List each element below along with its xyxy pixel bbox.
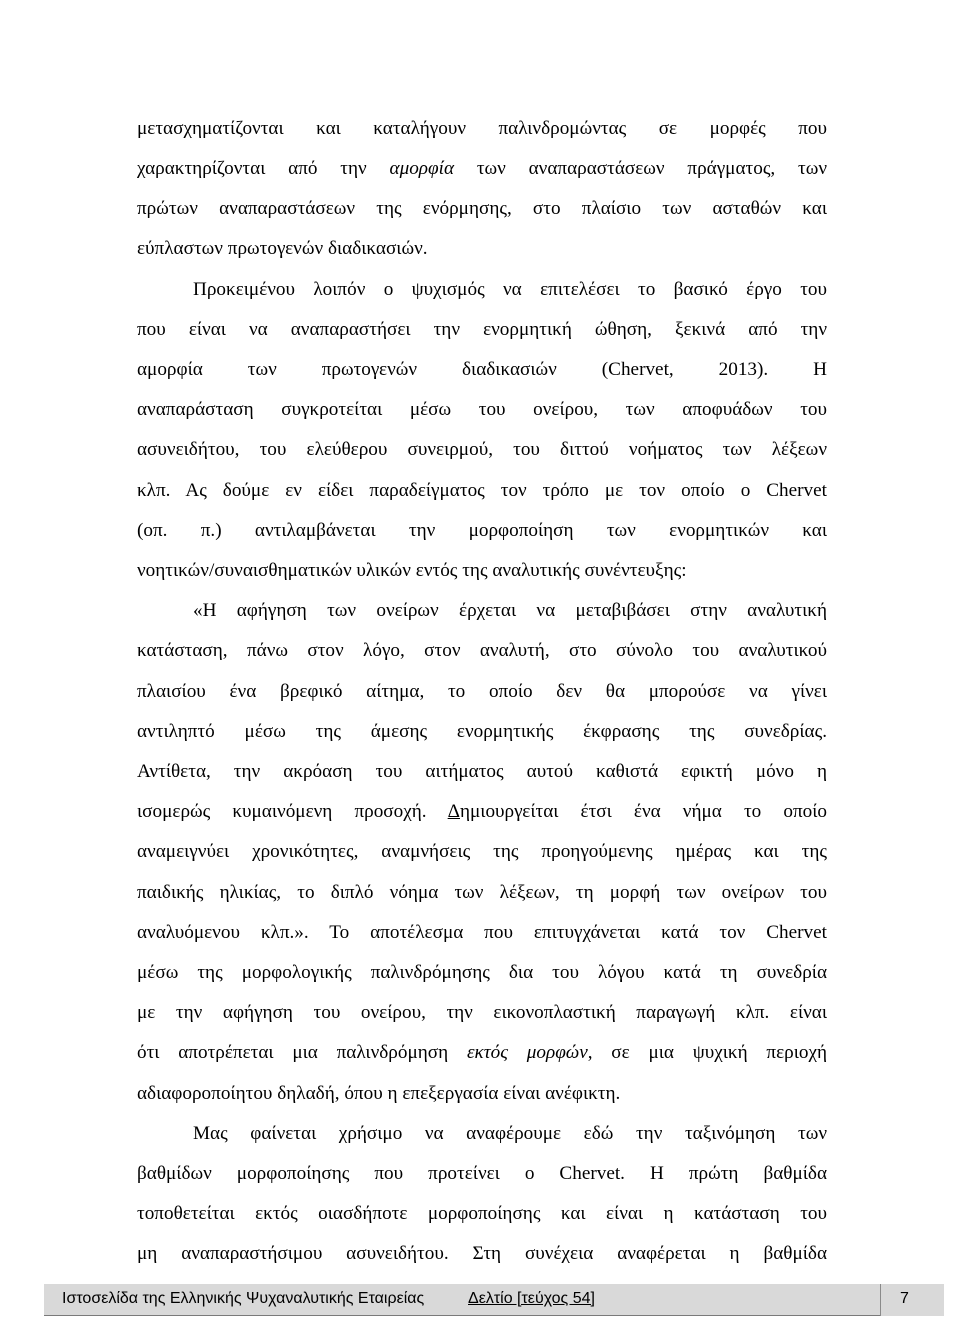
text-run: χαρακτηρίζονται από την — [137, 158, 367, 179]
italic-term: αμορφία — [389, 158, 455, 179]
text-line: νοητικών/συναισθηματικών υλικών εντός της αναλυτικής συνέντευξης: — [137, 560, 687, 581]
text-line: αδιαφοροποίητου δηλαδή, όπου η επεξεργασία είναι ανέφικτη. — [137, 1083, 621, 1104]
footer-issue: Δελτίο [τεύχος 54] — [468, 1290, 595, 1307]
text-line: που είναι να αναπαραστήσει την ενορμητική ώθηση, ξεκινά από την — [137, 319, 827, 340]
quote-line: παιδικής ηλικίας, το διπλό νόημα των λέξεων, τη μορφή των ονείρων του — [137, 882, 827, 903]
text-line: τοποθετείται εκτός οιασδήποτε μορφοποίησης και είναι η κατάσταση του — [137, 1203, 827, 1224]
quote-line: αναμειγνύει χρονικότητες, αναμνήσεις της προηγούμενης ημέρας και της — [137, 841, 827, 862]
text-line: μέσω της μορφολογικής παλινδρόμησης δια του λόγου κατά τη συνεδρία — [137, 962, 827, 983]
text-line: μη αναπαραστήσιμου ασυνειδήτου. Στη συνέχεια αναφέρεται η βαθμίδα — [137, 1243, 827, 1264]
text-line: ασυνειδήτου, του ελεύθερου συνειρμού, του διττού νοήματος των λέξεων — [137, 439, 827, 460]
page-number: 7 — [900, 1290, 909, 1307]
text-run: ημιουργείται έτσι ένα νήμα το οποίο — [459, 801, 827, 822]
text-run: ισομερώς κυμαινόμενη προσοχή. — [137, 801, 427, 822]
text-line: εύπλαστων πρωτογενών διαδικασιών. — [137, 238, 428, 259]
quote-line: Αντίθετα, την ακρόαση του αιτήματος αυτού καθιστά εφικτή μόνο η — [137, 761, 827, 782]
text-line: αμορφία των πρωτογενών διαδικασιών (Chervet, 2013). Η — [137, 359, 827, 380]
text-line: αναλυόμενου κλπ.». Το αποτέλεσμα που επιτυγχάνεται κατά τον Chervet — [137, 922, 827, 943]
text-line: βαθμίδων μορφοποίησης που προτείνει ο Chervet. Η πρώτη βαθμίδα — [137, 1163, 827, 1184]
text-line — [137, 157, 827, 181]
text-line: Προκειμένου λοιπόν ο ψυχισμός να επιτελέσει το βασικό έργο του — [193, 279, 827, 300]
page-number-box — [880, 1284, 945, 1316]
text-run: των αναπαραστάσεων πράγματος, των — [476, 158, 828, 179]
text-line: Μας φαίνεται χρήσιμο να αναφέρουμε εδώ την ταξινόμηση των — [193, 1123, 827, 1144]
quote-line: αντιληπτό μέσω της άμεσης ενορμητικής έκφρασης της συνεδρίας. — [137, 721, 827, 742]
text-line: πρώτων αναπαραστάσεων της ενόρμησης, στο πλαίσιο των ασταθών και — [137, 198, 827, 219]
quote-line: πλαισίου ένα βρεφικό αίτημα, το οποίο δεν θα μπορούσε να γίνει — [137, 681, 827, 702]
text-line: κλπ. Ας δούμε εν είδει παραδείγματος τον τρόπο με τον οποίο ο Chervet — [137, 480, 827, 501]
text-line: με την αφήγηση του ονείρου, την εικονοπλαστική παραγωγή κλπ. είναι — [137, 1002, 827, 1023]
page-footer — [44, 1284, 944, 1316]
quote-line: «Η αφήγηση των ονείρων έρχεται να μεταβιβάσει στην αναλυτική — [193, 600, 827, 621]
footer-site-name: Ιστοσελίδα της Ελληνικής Ψυχαναλυτικής Εταιρείας — [62, 1290, 425, 1307]
underlined-letter: Δ — [447, 801, 460, 822]
text-line: (οπ. π.) αντιλαμβάνεται την μορφοποίηση των ενορμητικών και — [137, 520, 827, 541]
text-run: , σε μια ψυχική περιοχή — [587, 1042, 828, 1063]
text-run: ότι αποτρέπεται μια παλινδρόμηση — [137, 1042, 449, 1063]
quote-line: κατάσταση, πάνω στον λόγο, στον αναλυτή, στο σύνολο του αναλυτικού — [137, 640, 827, 661]
text-line: μετασχηματίζονται και καταλήγουν παλινδρομώντας σε μορφές που — [137, 118, 827, 139]
footer-rule — [44, 1315, 880, 1316]
italic-term: εκτός μορφών — [466, 1042, 588, 1063]
text-line — [137, 1041, 827, 1065]
quote-line — [137, 800, 827, 824]
text-line: αναπαράσταση συγκροτείται μέσω του ονείρου, των αποφυάδων του — [137, 399, 827, 420]
